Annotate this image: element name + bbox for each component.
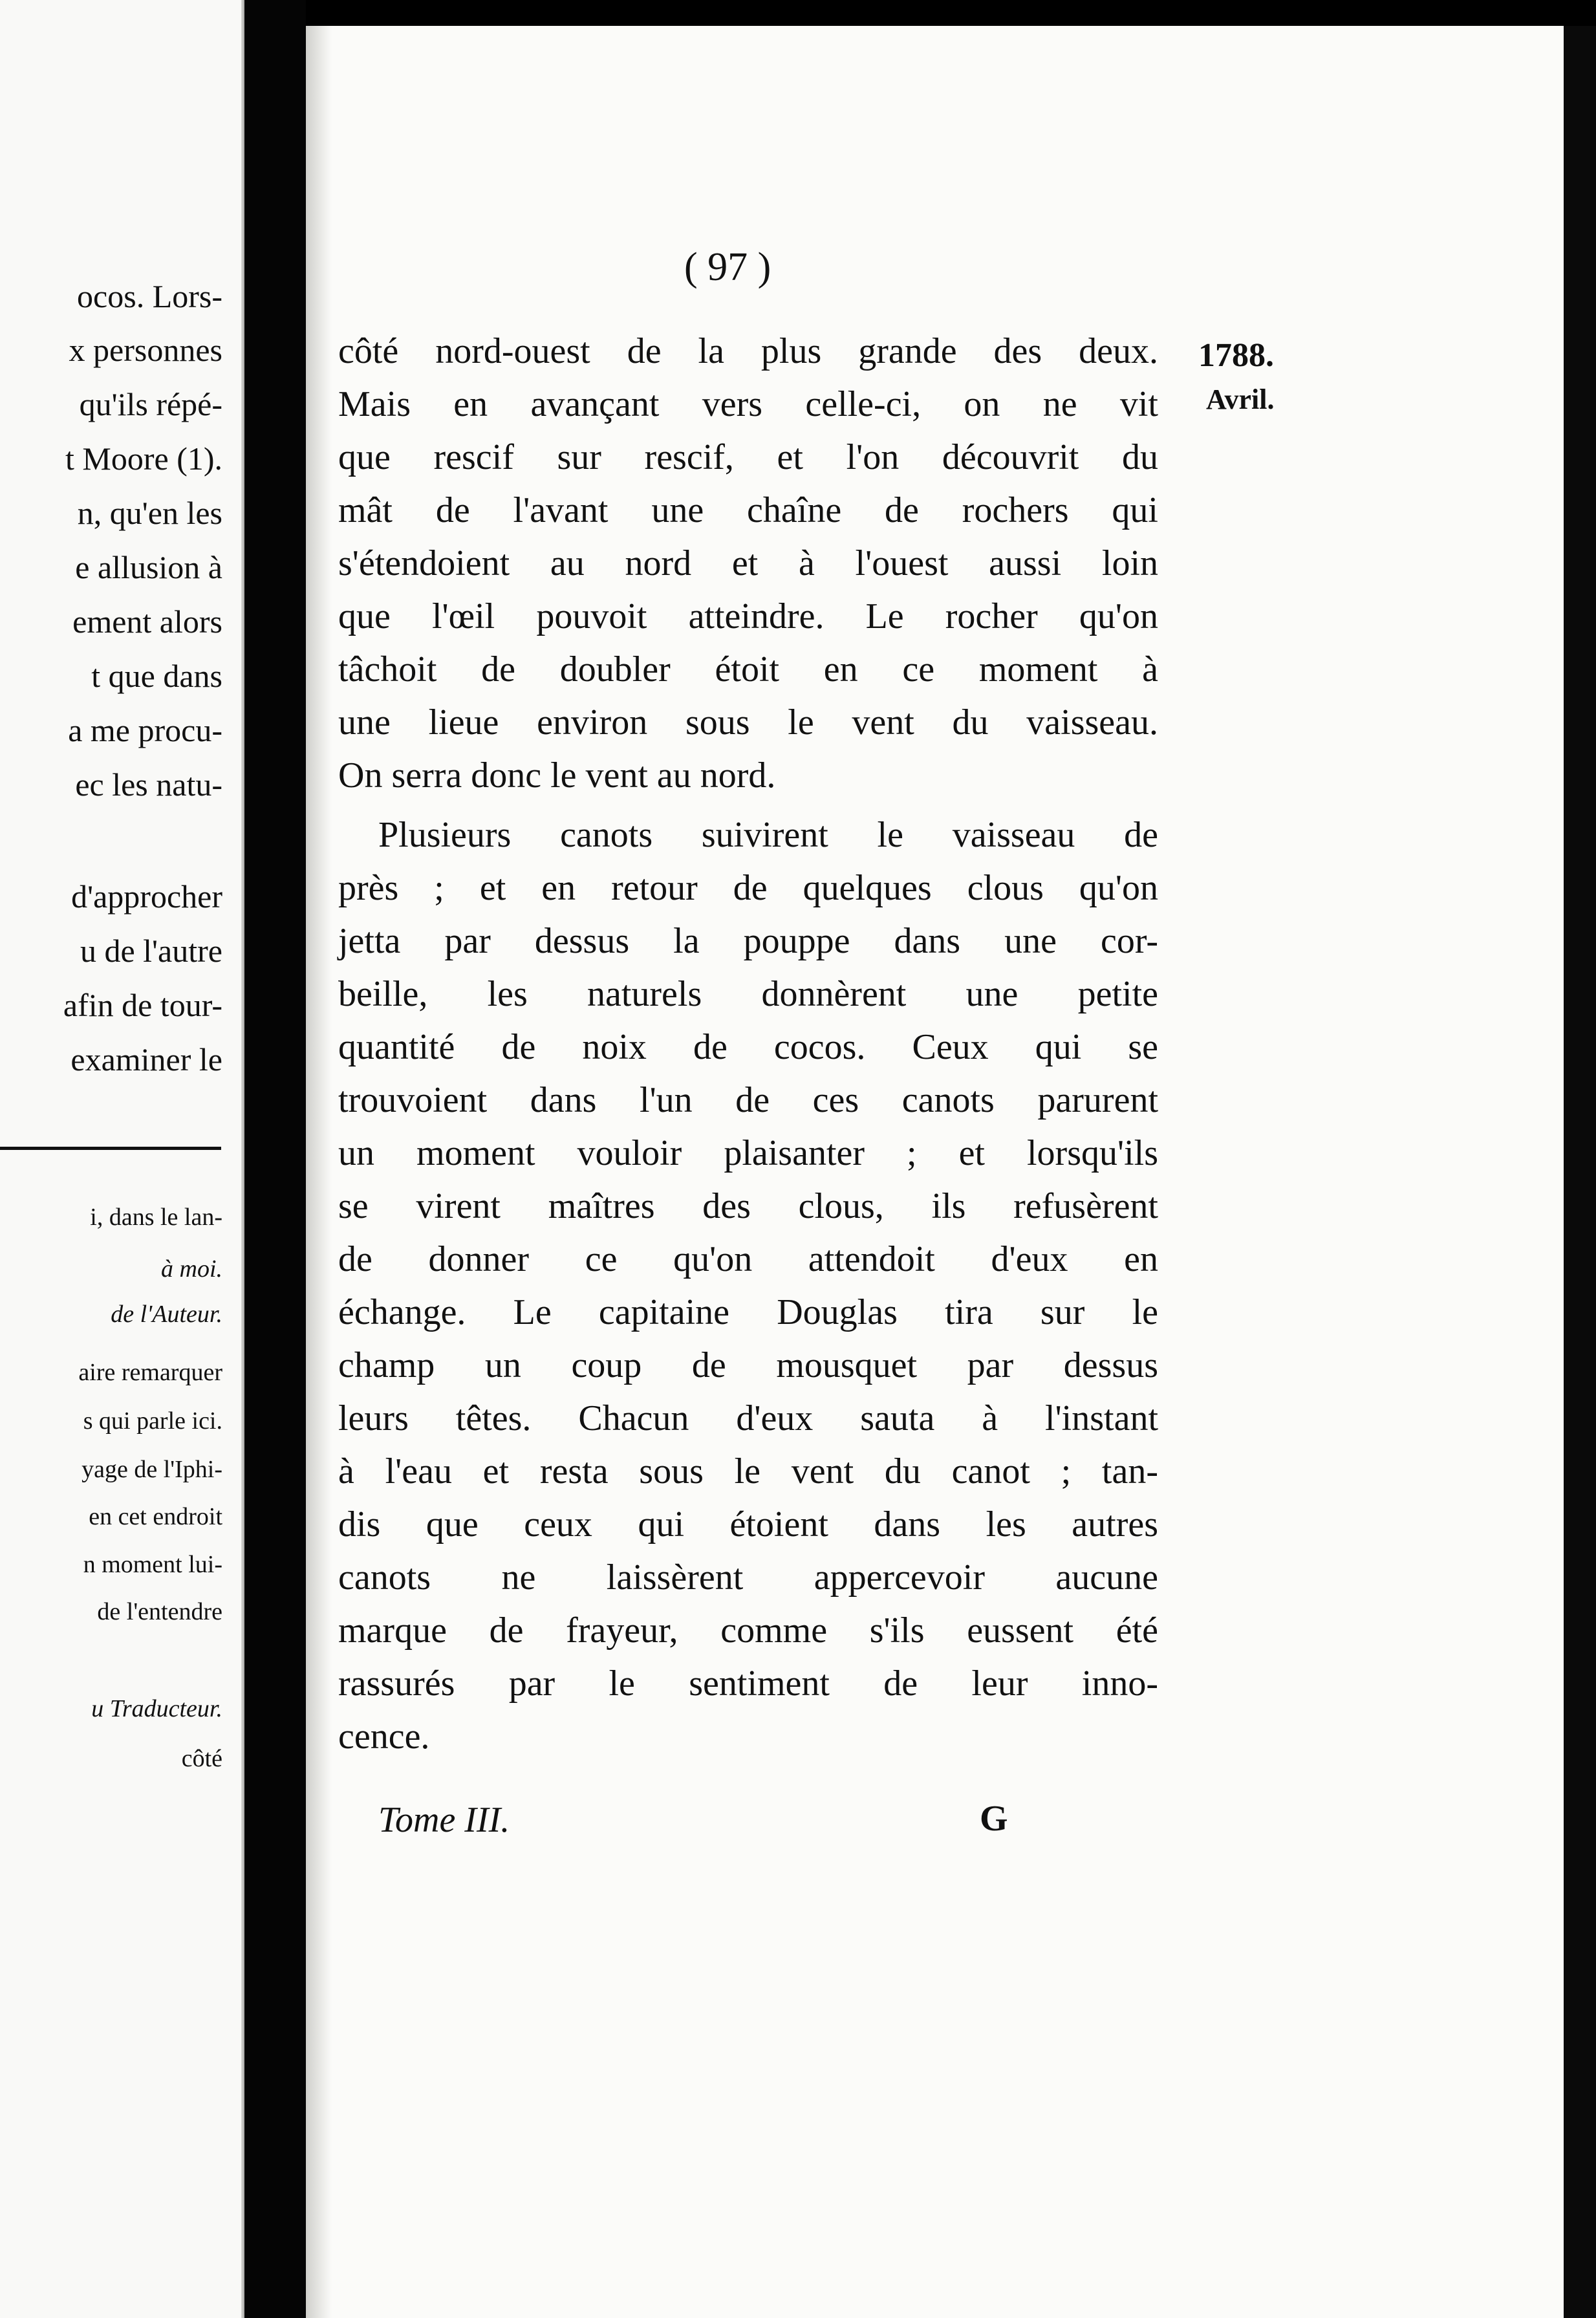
right-page <box>306 26 1564 2318</box>
body-line: tâchoit de doubler étoit en ce moment à <box>338 649 1158 689</box>
left-page-line: t que dans <box>91 658 222 694</box>
left-page-line: a me procu- <box>68 712 222 748</box>
footer-volume: Tome III. <box>378 1800 510 1840</box>
body-line: à l'eau et resta sous le vent du canot ; tan- <box>338 1451 1158 1491</box>
body-line: que rescif sur rescif, et l'on découvrit du <box>338 437 1158 477</box>
body-line: une lieue environ sous le vent du vaisseau. <box>338 702 1158 742</box>
body-line: On serra donc le vent au nord. <box>338 755 776 796</box>
left-page-line: qu'ils répé- <box>79 386 222 422</box>
left-page-line: x personnes <box>69 332 222 368</box>
body-line: beille, les naturels donnèrent une petite <box>338 974 1158 1014</box>
left-page <box>0 0 244 2318</box>
body-line: quantité de noix de cocos. Ceux qui se <box>338 1027 1158 1067</box>
left-page-line: d'approcher <box>71 878 222 915</box>
body-line: marque de frayeur, comme s'ils eussent été <box>338 1610 1158 1651</box>
left-page-line: n, qu'en les <box>77 495 222 531</box>
body-line: trouvoient dans l'un de ces canots parurent <box>338 1080 1158 1120</box>
left-footnote-line: s qui parle ici. <box>83 1407 222 1435</box>
body-line: mât de l'avant une chaîne de rochers qui <box>338 490 1158 530</box>
left-page-line: t Moore (1). <box>65 440 222 477</box>
left-page-line: u de l'autre <box>80 933 222 969</box>
body-line: Plusieurs canots suivirent le vaisseau de <box>378 815 1158 855</box>
left-page-line: afin de tour- <box>63 987 222 1023</box>
left-page-line: ocos. Lors- <box>77 278 222 314</box>
book-gutter <box>244 0 306 2318</box>
body-line: cence. <box>338 1717 430 1757</box>
left-footnote-line: n moment lui- <box>83 1551 222 1578</box>
body-line: un moment vouloir plaisanter ; et lorsqu'ils <box>338 1133 1158 1173</box>
body-line: champ un coup de mousquet par dessus <box>338 1345 1158 1385</box>
left-footnote-line: de l'entendre <box>97 1598 222 1625</box>
footnote-rule <box>0 1147 221 1150</box>
body-line: de donner ce qu'on attendoit d'eux en <box>338 1239 1158 1279</box>
body-line: côté nord-ouest de la plus grande des deux. <box>338 331 1158 371</box>
body-line: rassurés par le sentiment de leur inno- <box>338 1663 1158 1704</box>
left-footnote-line: i, dans le lan- <box>90 1204 222 1231</box>
margin-year: 1788. <box>1198 337 1274 374</box>
body-line: leurs têtes. Chacun d'eux sauta à l'instant <box>338 1398 1158 1438</box>
body-line: Mais en avançant vers celle-ci, on ne vit <box>338 384 1158 424</box>
left-footnote-line: aire remarquer <box>78 1359 222 1386</box>
signature-mark: G <box>980 1799 1008 1839</box>
body-line: s'étendoient au nord et à l'ouest aussi loin <box>338 543 1158 583</box>
body-line: jetta par dessus la pouppe dans une cor- <box>338 921 1158 961</box>
page-shadow <box>306 26 332 2318</box>
left-footnote-line: à moi. <box>161 1255 222 1283</box>
left-footnote-line: de l'Auteur. <box>111 1301 222 1328</box>
left-page-line: ement alors <box>72 603 222 640</box>
body-line: dis que ceux qui étoient dans les autres <box>338 1504 1158 1544</box>
margin-month: Avril. <box>1206 384 1275 415</box>
left-footnote-line: u Traducteur. <box>91 1695 222 1722</box>
body-line: canots ne laissèrent appercevoir aucune <box>338 1557 1158 1598</box>
body-line: échange. Le capitaine Douglas tira sur le <box>338 1292 1158 1332</box>
left-footnote-line: yage de l'Iphi- <box>81 1456 222 1483</box>
body-line: se virent maîtres des clous, ils refusèrent <box>338 1186 1158 1226</box>
left-page-line: e allusion à <box>75 549 222 585</box>
left-catchword: côté <box>181 1745 222 1772</box>
page-number: ( 97 ) <box>684 245 771 289</box>
left-footnote-line: en cet endroit <box>89 1503 222 1530</box>
left-page-line: ec les natu- <box>75 766 222 803</box>
page-edge <box>1564 26 1596 2318</box>
body-line: près ; et en retour de quelques clous qu'on <box>338 868 1158 908</box>
body-line: que l'œil pouvoit atteindre. Le rocher qu'on <box>338 596 1158 636</box>
left-page-line: examiner le <box>70 1041 222 1078</box>
